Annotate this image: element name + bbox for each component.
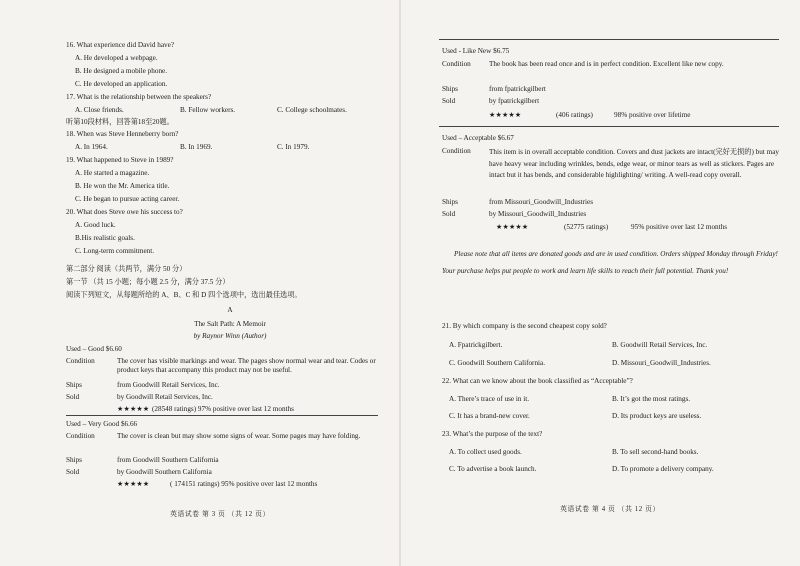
q21-stem: 21. By which company is the second cheapest copy sold? [442, 322, 607, 330]
listing-acceptable-stars: ★★★★★ [496, 223, 529, 231]
listing-like-new-condition: The book has been read once and is in perfect condition. Excellent like new copy. [489, 60, 724, 68]
listing-good-header: Used – Good $6.60 [66, 345, 122, 353]
q22-stem: 22. What can we know about the book classified as “Acceptable”? [442, 377, 633, 385]
listing-acceptable-ships-label: Ships [442, 198, 458, 206]
listing-like-new-positive: 98% positive over lifetime [614, 111, 691, 119]
listing-good-ships-label: Ships [66, 381, 82, 389]
q21-option-b: B. Goodwill Retail Services, Inc. [612, 341, 708, 349]
listing-good-rating: (28548 ratings) 97% positive over last 12 months [152, 405, 294, 413]
listing-acceptable-ships: from Missouri_Goodwill_Industries [489, 198, 594, 206]
listing-good-ships: from Goodwill Retail Services, Inc. [117, 381, 220, 389]
listing-very-good-stars: ★★★★★ [117, 480, 150, 488]
listing-like-new-sold: by fpatrickgilbert [489, 97, 540, 105]
q22-option-b: B. It’s got the most ratings. [612, 395, 691, 403]
q18-option-b: B. In 1969. [180, 143, 213, 151]
q17-option-a: A. Close friends. [75, 106, 124, 114]
q23-option-d: D. To promote a delivery company. [612, 465, 714, 473]
q16-stem: 16. What experience did David have? [66, 41, 175, 49]
top-divider [439, 39, 779, 40]
q18-option-a: A. In 1964. [75, 143, 108, 151]
listing-divider [439, 126, 779, 127]
book-author: by Raynor Winn (Author) [193, 332, 267, 340]
listing-very-good-condition-label: Condition [66, 432, 95, 440]
q17-option-c: C. College schoolmates. [277, 106, 347, 114]
q19-option-c: C. He began to pursue acting career. [75, 195, 180, 203]
q17-option-b: B. Fellow workers. [180, 106, 236, 114]
seller-note: Please note that all items are donated goods and are in used condition. Orders shipped Monday through Friday! Your purchase helps put people to work and learn life skills to reach their full potential. Thank you! [442, 250, 778, 275]
q18-option-c: C. In 1979. [277, 143, 310, 151]
q21-option-c: C. Goodwill Southern California. [449, 359, 546, 367]
listing-acceptable-ratings: (52775 ratings) [564, 223, 609, 231]
q23-stem: 23. What’s the purpose of the text? [442, 430, 543, 438]
q23-option-a: A. To collect used goods. [449, 448, 522, 456]
listing-very-good-ships: from Goodwill Southern California [117, 456, 219, 464]
listing-acceptable-condition-label: Condition [442, 147, 471, 155]
listing-like-new-stars: ★★★★★ [489, 111, 522, 119]
listing-acceptable-positive: 95% positive over last 12 months [631, 223, 728, 231]
listing-acceptable-header: Used – Acceptable $6.67 [442, 134, 514, 142]
q21-option-d: D. Missouri_Goodwill_Industries. [612, 359, 711, 367]
passage-letter: A [227, 306, 233, 314]
listing-like-new-header: Used - Like New $6.75 [442, 47, 510, 55]
listing-like-new-sold-label: Sold [442, 97, 456, 105]
q19-option-b: B. He won the Mr. America title. [75, 182, 170, 190]
reading-instructions: 阅读下列短文，从每题所给的 A、B、C 和 D 四个选项中，选出最佳选项。 [66, 291, 302, 299]
page-footer: 英语试卷 第 4 页 （共 12 页） [560, 506, 660, 513]
listing-very-good-header: Used – Very Good $6.66 [66, 420, 138, 428]
listing-acceptable-sold-label: Sold [442, 210, 456, 218]
book-title: The Salt Path: A Memoir [194, 320, 266, 328]
q22-option-c: C. It has a brand-new cover. [449, 412, 530, 420]
q20-stem: 20. What does Steve owe his success to? [66, 208, 183, 216]
listing-good-condition: The cover has visible markings and wear. The pages show normal wear and tear. Codes or product keys that accompany this product may not be useful. [117, 357, 376, 374]
q18-stem: 18. When was Steve Henneberry born? [66, 130, 179, 138]
listing-acceptable-sold: by Missouri_Goodwill_Industries [489, 210, 587, 218]
q20-option-b: B.His realistic goals. [75, 234, 135, 242]
listing-very-good-ships-label: Ships [66, 456, 82, 464]
listing-like-new-ships: from fpatrickgilbert [489, 85, 546, 93]
listing-very-good-condition: The cover is clean but may show some signs of wear. Some pages may have folding. [117, 432, 361, 440]
section1-heading: 第一节 （共 15 小题；每小题 2.5 分，满分 37.5 分） [66, 278, 230, 286]
q16-option-b: B. He designed a mobile phone. [75, 67, 168, 75]
listing-good-condition-label: Condition [66, 357, 95, 365]
listing-acceptable-condition: This item is in overall acceptable condition. Covers and dust jackets are intact(完好无损的) but may have heavy wear including wrinkles, bends, edge wear, or minor tears as well as stickers. Pages are intact but it has bends, and considerable highlighting/ writing. A well-read copy overall. [489, 148, 780, 179]
q23-option-c: C. To advertise a book launch. [449, 465, 537, 473]
listing-like-new-ships-label: Ships [442, 85, 458, 93]
q19-stem: 19. What happened to Steve in 1989? [66, 156, 174, 164]
listing-divider [66, 415, 378, 416]
part2-heading: 第二部分 阅读（共两节，满分 50 分） [66, 265, 187, 273]
page-footer: 英语试卷 第 3 页 （共 12 页） [170, 511, 270, 518]
q22-option-d: D. Its product keys are useless. [612, 412, 702, 420]
q20-option-c: C. Long-term commitment. [75, 247, 155, 255]
listing-very-good-sold-label: Sold [66, 468, 80, 476]
q22-option-a: A. There’s trace of use in it. [449, 395, 530, 403]
listing-like-new-condition-label: Condition [442, 60, 471, 68]
listing-good-sold-label: Sold [66, 393, 80, 401]
q21-option-a: A. Fpatrickgilbert. [449, 341, 503, 349]
listening-note: 听第10段材料，回答第18至20题。 [66, 118, 174, 126]
page-4 [400, 0, 800, 566]
listing-good-sold: by Goodwill Retail Services, Inc. [117, 393, 213, 401]
q16-option-a: A. He developed a webpage. [75, 54, 158, 62]
listing-like-new-ratings: (406 ratings) [556, 111, 593, 119]
q19-option-a: A. He started a magazine. [75, 169, 150, 177]
q20-option-a: A. Good luck. [75, 221, 116, 229]
listing-very-good-sold: by Goodwill Southern California [117, 468, 212, 476]
q16-option-c: C. He developed an application. [75, 80, 168, 88]
listing-good-stars: ★★★★★ [117, 405, 150, 413]
q17-stem: 17. What is the relationship between the speakers? [66, 93, 212, 101]
listing-very-good-rating: ( 174151 ratings) 95% positive over last 12 months [170, 480, 318, 488]
q23-option-b: B. To sell second-hand books. [612, 448, 699, 456]
